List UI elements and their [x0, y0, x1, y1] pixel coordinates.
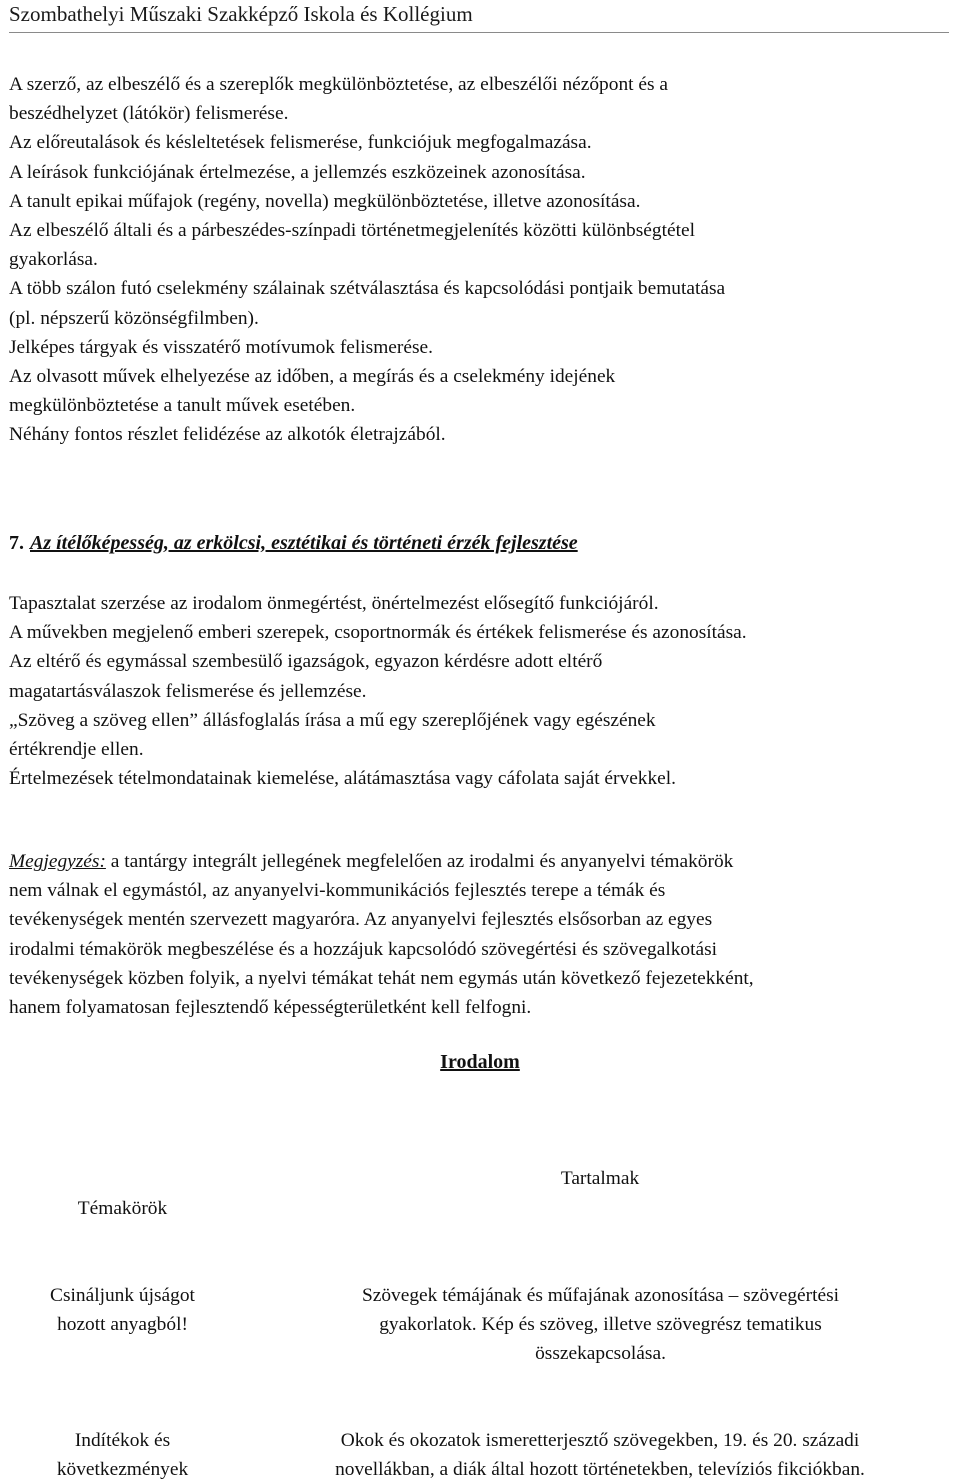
table-row-2-topic	[20, 1426, 225, 1484]
text-line: „Szöveg a szöveg ellen” állásfoglalás írása a mű egy szereplőjének vagy egészének	[9, 709, 656, 731]
column-header-contents: Tartalmak	[560, 1168, 640, 1189]
text-line: Jelképes tárgyak és visszatérő motívumok felismerése.	[9, 336, 433, 358]
text-line: A művekben megjelenő emberi szerepek, csoportnormák és értékek felismerése és azonosítása.	[9, 622, 747, 644]
text-line: megkülönböztetése a tanult művek esetében.	[9, 395, 356, 417]
text-line: gyakorlása.	[9, 249, 98, 271]
text-line: Értelmezések tételmondatainak kiemelése, alátámasztása vagy cáfolata saját érvekkel.	[9, 768, 677, 790]
text-line: Az elbeszélő általi és a párbeszédes-színpadi történetmegjelenítés közötti különbségtétel	[9, 220, 695, 242]
table-row-2-content	[250, 1426, 950, 1484]
text-line: beszédhelyzet (látókör) felismerése.	[9, 103, 289, 125]
section-7-heading	[9, 532, 578, 555]
table-row-1-topic	[20, 1281, 225, 1339]
text-line: magatartásválaszok felismerése és jellemzése.	[9, 680, 367, 702]
column-header-topics: Témakörök	[77, 1198, 168, 1219]
text-line: Az előreutalások és késleltetések felismerése, funkciójuk megfogalmazása.	[9, 132, 592, 154]
page-header	[9, 0, 949, 33]
note-paragraph	[9, 847, 954, 1022]
text-line: Okok és okozatok ismeretterjesztő szövegekben, 19. és 20. századi	[340, 1430, 860, 1451]
outcomes-list-6	[9, 70, 954, 450]
text-line: A leírások funkciójának értelmezése, a jellemzés eszközeinek azonosítása.	[9, 161, 586, 183]
outcomes-list-7	[9, 589, 954, 793]
text-line: összekapcsolása.	[535, 1343, 666, 1365]
school-name: Szombathelyi Műszaki Szakképző Iskola és Kollégium	[9, 2, 473, 26]
section-title: Az ítélőképesség, az erkölcsi, esztétikai és történeti érzék fejlesztése	[30, 532, 578, 554]
table-row-1-content	[268, 1281, 933, 1369]
text-line: értékrendje ellen.	[9, 739, 144, 761]
text-line: A több szálon futó cselekmény szálainak szétválasztása és kapcsolódási pontjaik bemutatása	[9, 278, 726, 300]
text-line: Néhány fontos részlet felidézése az alkotók életrajzából.	[9, 424, 446, 446]
text-line: novellákban, a diák által hozott történetekben, televíziós fikciókban.	[335, 1459, 865, 1481]
text-line: Csináljunk újságot	[50, 1285, 195, 1306]
text-line: nem válnak el egymástól, az anyanyelvi-kommunikációs fejlesztés terepe a témák és	[9, 880, 666, 902]
text-line: hozott anyagból!	[57, 1314, 188, 1336]
text-line: Az eltérő és egymással szembesülő igazságok, egyazon kérdésre adott eltérő	[9, 651, 603, 673]
text-line: tevékenységek mentén szervezett magyaróra. Az anyanyelvi fejlesztés elsősorban az egyes	[9, 909, 713, 931]
text-line: irodalmi témakörök megbeszélése és a hozzájuk kapcsolódó szövegértési és szövegalkotási	[9, 938, 718, 960]
text-line: következmények	[56, 1459, 189, 1481]
text-line: A szerző, az elbeszélő és a szereplők megkülönböztetése, az elbeszélői nézőpont és a	[9, 74, 668, 95]
note-label: Megjegyzés:	[9, 851, 106, 872]
text-line: Szövegek témájának és műfajának azonosítása – szövegértési	[361, 1285, 840, 1306]
literature-title: Irodalom	[440, 1051, 520, 1073]
text-line: (pl. népszerű közönségfilmben).	[9, 307, 259, 329]
text-line	[9, 847, 954, 876]
text-line: Az olvasott művek elhelyezése az időben, a megírás és a cselekmény idejének	[9, 366, 616, 388]
text-line: tevékenységek közben folyik, a nyelvi témákat tehát nem egymás után következő fejezetekként,	[9, 967, 754, 989]
text-line: Indítékok és	[74, 1430, 171, 1451]
text-line: hanem folyamatosan fejlesztendő képességterületként kell felfogni.	[9, 997, 532, 1019]
text-line: gyakorlatok. Kép és szöveg, illetve szövegrész tematikus	[379, 1314, 822, 1336]
note-first-line: a tantárgy integrált jellegének megfelelően az irodalmi és anyanyelvi témakörök	[105, 851, 734, 872]
section-number: 7.	[9, 532, 24, 554]
text-line: Tapasztalat szerzése az irodalom önmegértést, önértelmezést elősegítő funkciójáról.	[9, 593, 659, 614]
text-line: A tanult epikai műfajok (regény, novella) megkülönböztetése, illetve azonosítása.	[9, 190, 641, 212]
